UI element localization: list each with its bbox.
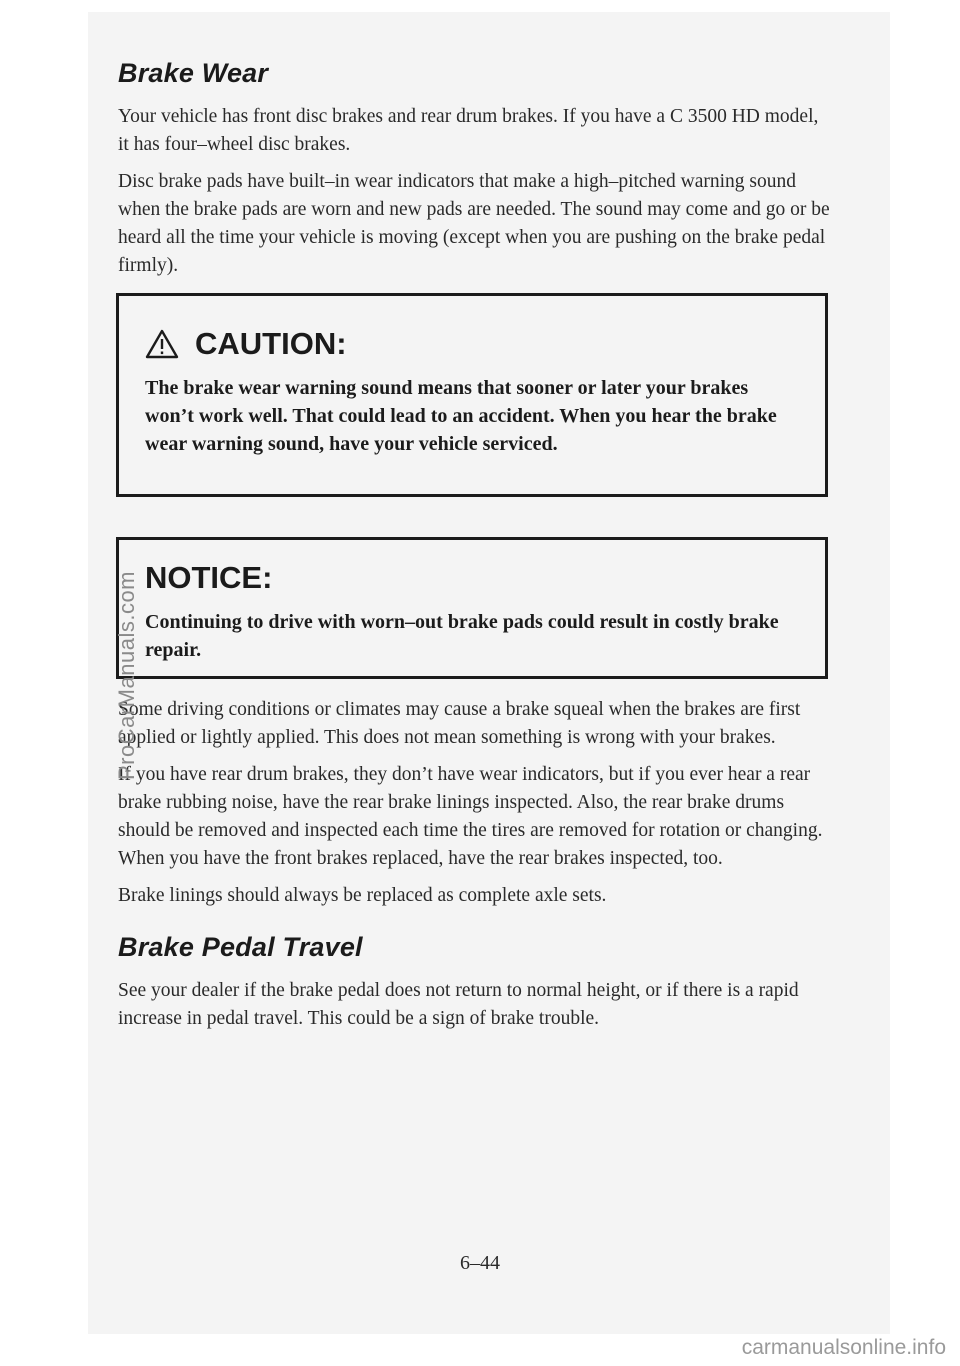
brake-wear-paragraph-1: Your vehicle has front disc brakes and rear drum brakes. If you have a C 3500 HD model, it has four–wheel disc brakes. xyxy=(118,106,819,155)
caution-heading xyxy=(145,326,801,362)
brake-wear-section xyxy=(118,58,833,289)
page-number: 6–44 xyxy=(460,1252,500,1274)
bottom-watermark[interactable]: carmanualsonline.info xyxy=(741,1336,946,1359)
caution-title: CAUTION: xyxy=(195,326,347,361)
squeal-paragraph: Some driving conditions or climates may cause a brake squeal when the brakes are first applied or lightly applied. This does not mean something is wrong with your brakes. xyxy=(118,699,801,748)
notice-box xyxy=(116,537,828,679)
linings-paragraph: Brake linings should always be replaced as complete axle sets. xyxy=(118,885,607,906)
drum-brakes-paragraph: If you have rear drum brakes, they don’t have wear indicators, but if you ever hear a rear brake rubbing noise, have the rear brake linings inspected. Also, the rear brake drums should be removed and inspected each time the tires are removed for rotation or changing. When you have the front brakes replaced, have the rear brakes inspected, too. xyxy=(118,764,823,869)
vertical-watermark: ProCarManuals.com xyxy=(114,570,139,780)
pedal-travel-heading: Brake Pedal Travel xyxy=(118,932,363,962)
warning-triangle-icon xyxy=(145,329,179,359)
pedal-travel-paragraph: See your dealer if the brake pedal does not return to normal height, or if there is a rapid increase in pedal travel. This could be a sign of brake trouble. xyxy=(118,980,799,1029)
notice-title: NOTICE: xyxy=(145,560,273,595)
brake-wear-paragraph-2: Disc brake pads have built–in wear indicators that make a high–pitched warning sound when the brake pads are worn and new pads are needed. The sound may come and go or be heard all the time your vehicle is moving (except when you are pushing on the brake pedal firmly). xyxy=(118,171,830,276)
caution-text: The brake wear warning sound means that sooner or later your brakes won’t work well. That could lead to an accident. When you hear the brake wear warning sound, have your vehicle serviced. xyxy=(145,377,777,455)
notice-text: Continuing to drive with worn–out brake pads could result in costly brake repair. xyxy=(145,611,779,661)
brake-wear-heading: Brake Wear xyxy=(118,58,269,88)
caution-box xyxy=(116,293,828,497)
brake-notes-section xyxy=(118,696,833,1042)
